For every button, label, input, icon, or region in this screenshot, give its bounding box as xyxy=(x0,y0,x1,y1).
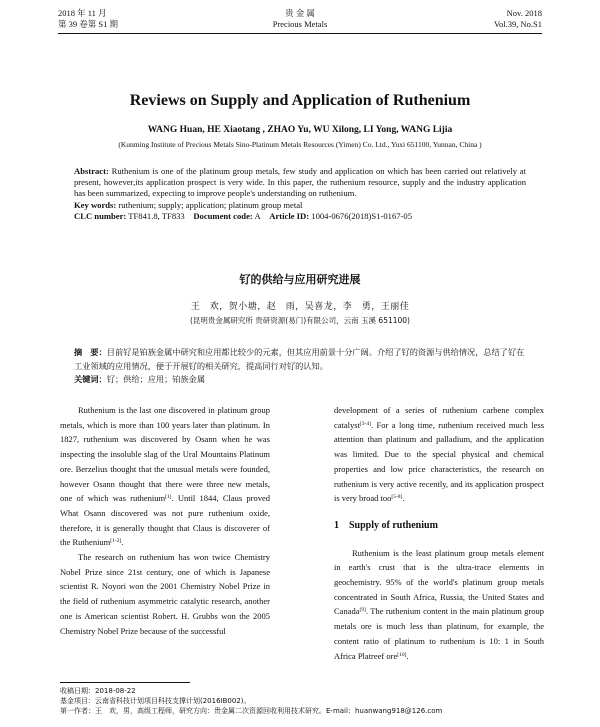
citation-ref: [9] xyxy=(359,607,366,614)
clc-value: TF841.8, TF833 xyxy=(128,210,185,221)
keywords-label: Key words: xyxy=(74,199,117,210)
chinese-abstract-text: 目前钌是铂族金属中研究和应用都比较少的元素，但其应用前景十分广阔。介绍了钌的资源与供给情况，总结了钌在工业领域的应用情况，便于开展钌的相关研究，提高同行对钌的认知。 xyxy=(74,347,525,371)
header-volume-en: Vol.39, No.S1 xyxy=(493,19,542,29)
citation-ref: [10] xyxy=(397,651,407,658)
text-run: . xyxy=(406,650,409,661)
article-id-label: Article ID: xyxy=(269,210,310,221)
text-run: . The ruthenium content in the main platinum group metals ore is much less than platinum, for example, the content ratio of platinum to ruthenium is 10: 1 in South Africa Platreef ore xyxy=(334,606,544,661)
body-column-left xyxy=(60,403,270,638)
citation-ref: [1-2] xyxy=(110,538,122,545)
running-header-issue xyxy=(494,8,542,30)
chinese-abstract-label: 摘 要： xyxy=(74,347,107,357)
chinese-author-list: 王 欢，贺小塘，赵 雨，吴喜龙，李 勇，王丽佳 xyxy=(190,302,410,312)
footnote-author: 第一作者：王 欢，男，高级工程师，研究方向：贵金属二次资源回收利用技术研究。E-mail：huanwang918@126.com xyxy=(60,707,443,715)
paper-title: Reviews on Supply and Application of Ruthenium xyxy=(129,92,471,109)
chinese-keywords-label: 关键词： xyxy=(74,374,107,384)
chinese-keywords-line xyxy=(74,373,526,387)
abstract-label: Abstract: xyxy=(74,166,109,176)
chinese-affiliation: (昆明贵金属研究所 贵研资源(易门)有限公司，云南 玉溪 651100) xyxy=(190,316,410,325)
header-volume-zh: 第 39 卷第 S1 期 xyxy=(58,19,118,29)
keywords-line xyxy=(74,200,526,211)
footnote-received: 收稿日期：2018-08-22 xyxy=(60,687,136,695)
body-column-right xyxy=(334,403,544,663)
intro-paragraph-2: The research on ruthenium has won twice Chemistry Nobel Prize since 21st century, one of which is Japanese scientist R. Noyori won the 2001 Chemistry Nobel Prize in the field of ruthenium asymmetric catalytic research, another one is American scientist Robert. H. Grubbs won the 2005 Chemistry Nobel Prize because of the successful xyxy=(60,552,270,636)
keywords-text: ruthenium; supply; application; platinum group metal xyxy=(118,199,303,210)
footnotes xyxy=(60,686,540,716)
abstract-paragraph xyxy=(74,166,526,200)
english-abstract-block xyxy=(74,166,526,222)
clc-label: CLC number: xyxy=(74,210,127,221)
header-date-en: Nov. 2018 xyxy=(506,8,542,18)
header-journal-zh: 贵 金 属 xyxy=(285,8,315,18)
citation-ref: [5-8] xyxy=(391,494,403,501)
doc-code-value: A xyxy=(254,210,261,221)
text-run: development of a series of ruthenium carbene complex catalyst xyxy=(334,405,544,430)
chinese-keywords-text: 钌；供给；应用；铂族金属 xyxy=(106,374,206,384)
chinese-title: 钌的供给与应用研究进展 xyxy=(239,273,361,286)
citation-ref: [1] xyxy=(165,494,172,501)
doc-code-label: Document code: xyxy=(193,210,253,221)
text-run: . For a long time, ruthenium received much less attention than platinum and palladium, and the application was limited. Due to the special physical and chemical properties and low price characteristics, the research on ruthenium is very active recently, and its application prospect is very broad too xyxy=(334,419,544,504)
text-run: Ruthenium is the last one discovered in platinum group metals, which is more than 100 years later than platinum. In 1827, ruthenium was discovered by Osann when he was inspecting the insoluble slag of the Ural Mountains Platinum ore. Berzelius thought that the unusual metals were founded, however Osann thought that there were three new metals, one of which was ruthenium xyxy=(60,405,270,504)
section-heading: 1 Supply of ruthenium xyxy=(334,519,438,531)
classification-line xyxy=(74,211,526,222)
footnote-rule xyxy=(60,682,190,683)
author-list: WANG Huan, HE Xiaotang , ZHAO Yu, WU Xilong, LI Yong, WANG Lijia xyxy=(147,125,453,135)
affiliation: (Kunming Institute of Precious Metals Sino-Platinum Metals Resources (Yimen) Co. Ltd., Yuxi 651100, Yunnan, China ) xyxy=(118,140,482,149)
intro-paragraph-2-continued xyxy=(334,403,544,506)
citation-ref: [3-4] xyxy=(359,420,371,427)
article-id-value: 1004-0676(2018)S1-0167-05 xyxy=(311,210,412,221)
chinese-abstract-paragraph xyxy=(74,346,526,373)
chinese-abstract-block xyxy=(74,346,526,387)
text-run: . xyxy=(402,493,405,504)
text-run: . xyxy=(121,537,124,548)
abstract-text: Ruthenium is one of the platinum group metals, few study and application on which has been carried out relatively at present, however,its application prospect is very wide. In this paper, the ruthenium resource, supply and the industry application has been summarized, expecting to improve people's understanding on ruthenium. xyxy=(74,166,526,199)
header-rule xyxy=(58,33,542,34)
footnote-funding: 基金项目：云南省科技计划项目科技支撑计划(2016IB002)。 xyxy=(60,697,251,705)
header-journal-en: Precious Metals xyxy=(272,19,328,29)
header-date-zh: 2018 年 11 月 xyxy=(58,8,107,18)
intro-paragraph-1 xyxy=(60,403,270,550)
text-run: Ruthenium is the least platinum group metals element in earth's crust that is the ultra-trace elements in geochemistry. 95% of the world's platinum group metals concentrated in South Africa, Russia, the United States and Canada xyxy=(334,547,544,617)
text-run: . Until 1844, Claus proved What Osann discovered was not pure ruthenium oxide, therefore, it is generally thought that Claus is discoverer of the Ruthenium xyxy=(60,493,270,548)
supply-paragraph-1 xyxy=(334,546,544,664)
